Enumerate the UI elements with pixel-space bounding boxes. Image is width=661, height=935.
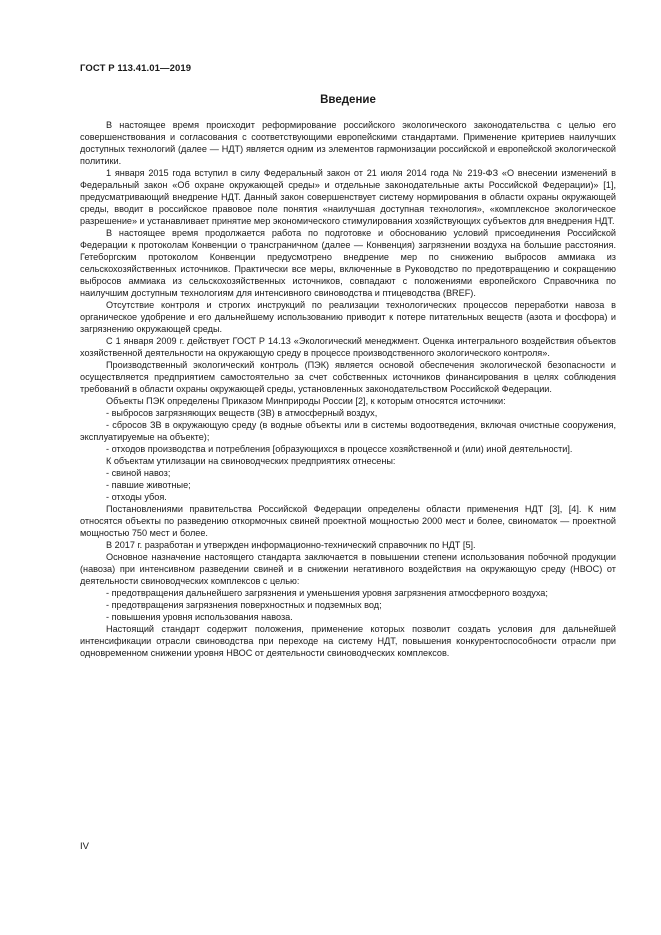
paragraph: К объектам утилизации на свиноводческих предприятиях отнесены:	[106, 456, 396, 466]
paragraph: В 2017 г. разработан и утвержден информационно-технический справочник по НДТ [5].	[106, 540, 476, 550]
list-item: - предотвращения загрязнения поверхностных и подземных вод;	[106, 600, 382, 610]
section-title: Введение	[320, 94, 376, 106]
paragraph: В настоящее время происходит реформирование российского экологического законодательства с целью его совершенствования и согласования с соответствующими европейскими стандартами. Применение критериев наилучших доступных технологий (далее — НДТ) является одним из элементов гармонизации российской и европейской экологической политики.	[80, 120, 616, 166]
list-item: - сбросов ЗВ в окружающую среду (в водные объекты или в системы водоотведения, включая очистные сооружения, эксплуатируемые на объекте);	[80, 420, 616, 442]
paragraph: В настоящее время продолжается работа по подготовке и обоснованию условий присоединения Российской Федерации к протоколам Конвенции о трансграничном (далее — Конвенция) загрязнении воздуха на большие расстояния. Гетеборгским протоколом Конвенции предусмотрено внедрение мер по снижению выбросов аммиака из сельскохозяйственных источников. Практически все меры, включенные в Руководство по предотвращению и сокращению выбросов аммиака из сельскохозяйственных источников, совпадают с положениями европейского Справочника по наилучшим доступным технологиям для интенсивного свиноводства и птицеводства (BREF).	[80, 228, 616, 298]
paragraph: 1 января 2015 года вступил в силу Федеральный закон от 21 июля 2014 года № 219-ФЗ «О внесении изменений в Федеральный закон «Об охране окружающей среды» и отдельные законодательные акты Российской Федерации)» [1], предусматривающий внедрение НДТ. Данный закон совершенствует систему нормирования в области охраны окружающей среды, вводит в российское правовое поле понятия «наилучшая доступная технология», «комплексное экологическое разрешение» и устанавливает принятие мер экономического стимулирования хозяйствующих субъектов для внедрения НДТ.	[80, 168, 616, 226]
paragraph: Настоящий стандарт содержит положения, применение которых позволит создать условия для дальнейшей интенсификации отрасли свиноводства при переходе на систему НДТ, повышения конкурентоспособности отрасли при одновременном снижении уровня НВОС от деятельности свиноводческих комплексов.	[80, 624, 616, 658]
paragraph: Основное назначение настоящего стандарта заключается в повышении степени использования побочной продукции (навоза) при интенсивном разведении свиней и в снижении негативного воздействия на окружающую среду (НВОС) от деятельности свиноводческих комплексов с целью:	[80, 552, 616, 586]
paragraph: Производственный экологический контроль (ПЭК) является основой обеспечения экологической безопасности и осуществляется предприятием самостоятельно за счет собственных источников финансирования в целях соблюдения требований в области охраны окружающей среды, установленных законодательством Российской Федерации.	[80, 360, 616, 394]
list-item: - повышения уровня использования навоза.	[106, 612, 293, 622]
list-item: - предотвращения дальнейшего загрязнения и уменьшения уровня загрязнения атмосферного воздуха;	[106, 588, 548, 598]
paragraph: Постановлениями правительства Российской Федерации определены области применения НДТ [3], [4]. К ним относятся объекты по разведению откормочных свиней проектной мощностью 2000 мест и более, свиноматок — проектной мощностью 750 мест и более.	[80, 504, 616, 538]
list-item: - отходов производства и потребления [образующихся в процессе хозяйственной и (или) иной деятельности].	[106, 444, 573, 454]
document-id: ГОСТ Р 113.41.01—2019	[80, 63, 192, 74]
paragraph: Объекты ПЭК определены Приказом Минприроды России [2], к которым относятся источники:	[106, 396, 506, 406]
body-text	[80, 119, 616, 659]
page-number: IV	[80, 841, 89, 852]
list-item: - павшие животные;	[106, 480, 191, 490]
paragraph: С 1 января 2009 г. действует ГОСТ Р 14.13 «Экологический менеджмент. Оценка интегрального воздействия объектов хозяйственной деятельности на окружающую среду в процессе производственного экологического контроля».	[80, 336, 616, 358]
list-item: - выбросов загрязняющих веществ (ЗВ) в атмосферный воздух,	[106, 408, 378, 418]
list-item: - свиной навоз;	[106, 468, 171, 478]
list-item: - отходы убоя.	[106, 492, 167, 502]
paragraph: Отсутствие контроля и строгих инструкций по реализации технологических процессов переработки навоза в органическое удобрение и его дальнейшему использованию приводит к потере питательных веществ (азота и фосфора) и загрязнению окружающей среды.	[80, 300, 616, 334]
